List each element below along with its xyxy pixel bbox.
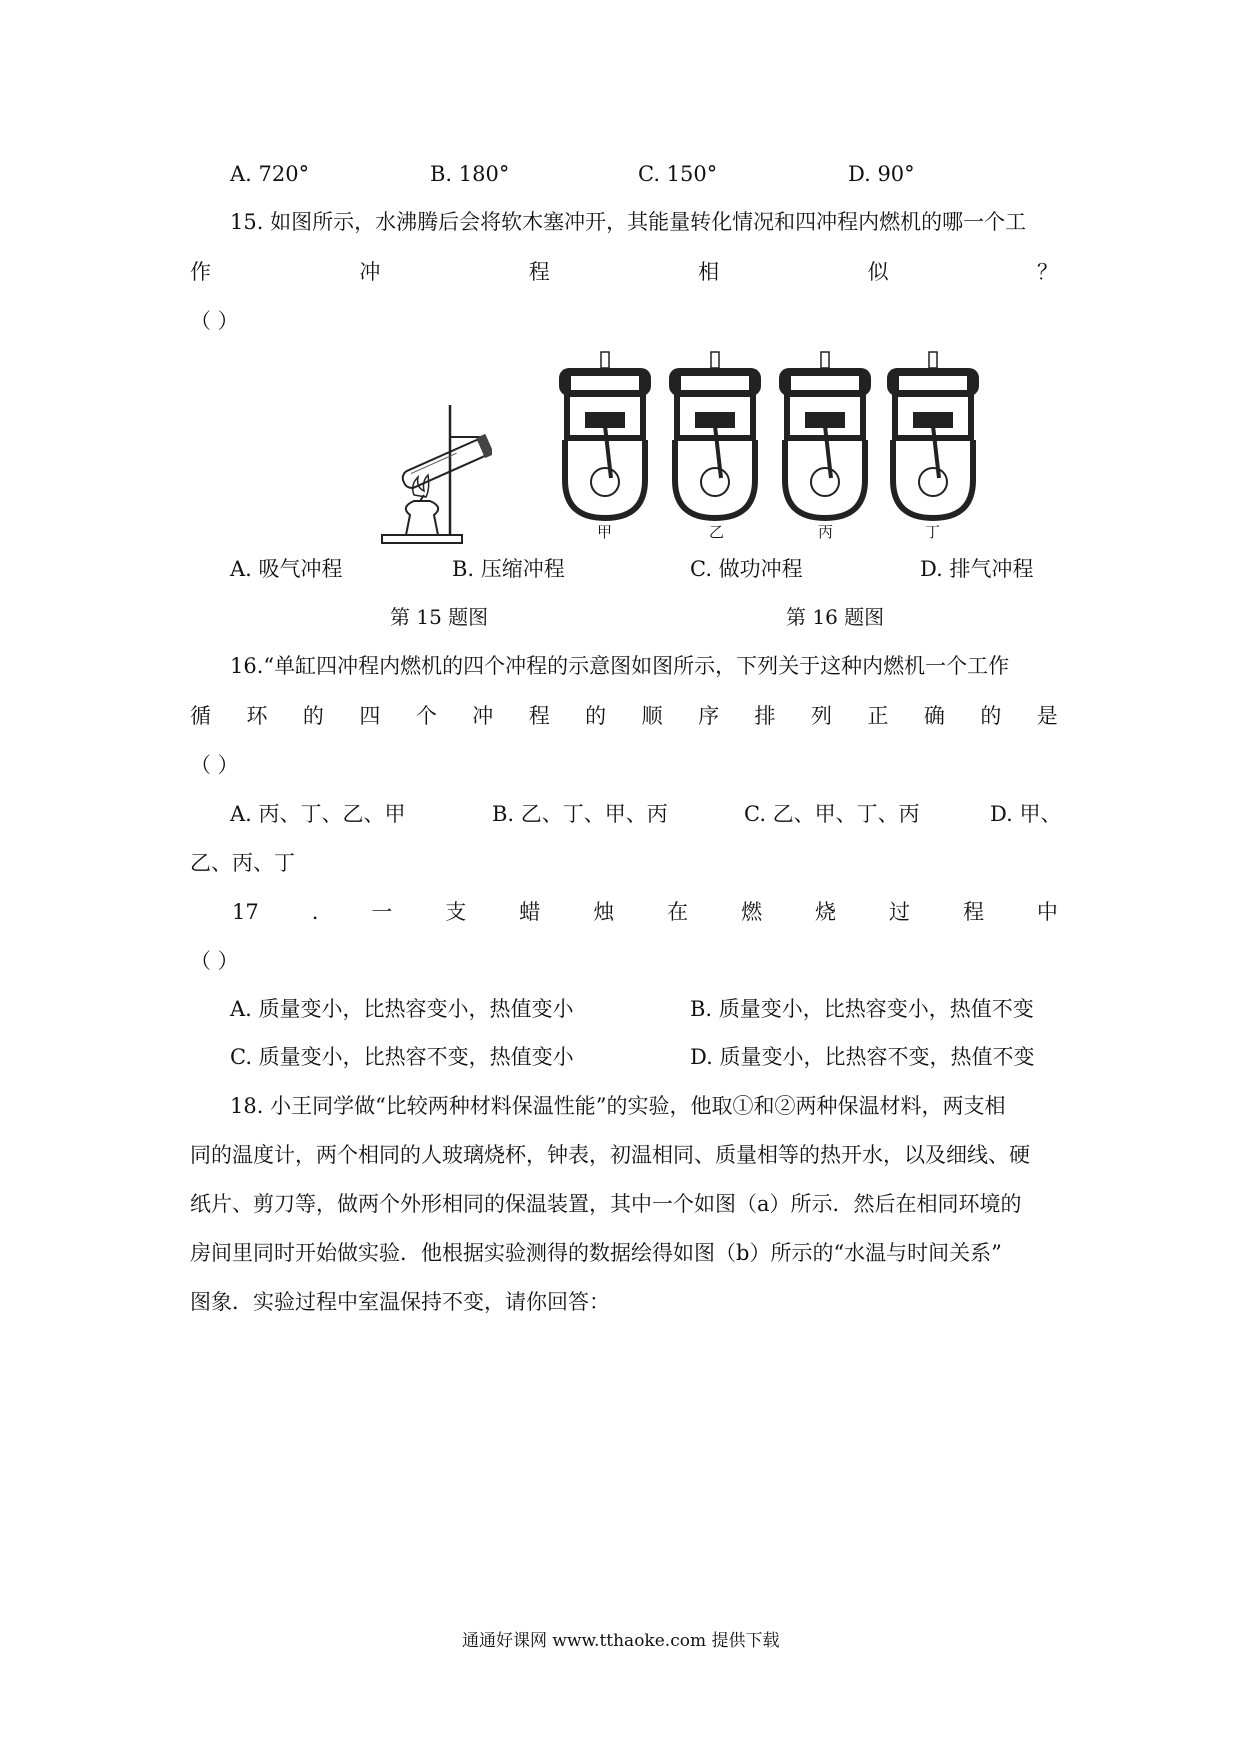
q15-line2 — [190, 258, 1058, 286]
q16-option-b: B. 乙、丁、甲、丙 — [492, 802, 668, 826]
page-footer: 通通好课网 www.tthaoke.com 提供下载 — [462, 1631, 780, 1651]
q16-line1: 16.“单缸四冲程内燃机的四个冲程的示意图如图所示，下列关于这种内燃机一个工作 — [230, 654, 1010, 678]
q16-char: 环 — [246, 704, 268, 728]
q17-answer-paren: （ ） — [190, 949, 239, 973]
q16-char: 个 — [415, 704, 437, 728]
engine-strokes-figure — [555, 350, 985, 540]
q17-char: . — [311, 900, 319, 924]
q16-char: 列 — [810, 704, 832, 728]
q16-option-d: D. 甲、 — [990, 802, 1062, 826]
q18-line2: 同的温度计，两个相同的人玻璃烧杯，钟表，初温相同、质量相等的热开水，以及细线、硬 — [190, 1143, 1030, 1167]
q16-line2 — [190, 702, 1058, 730]
q16-char: 确 — [923, 704, 945, 728]
q17-char: 中 — [1036, 900, 1058, 924]
q17-option-c: C. 质量变小，比热容不变，热值变小 — [230, 1045, 574, 1069]
engine-label-jia: 甲 — [597, 523, 613, 541]
q17-char: 燃 — [741, 900, 763, 924]
q15-option-d: D. 排气冲程 — [920, 557, 1034, 581]
q15-char: 程 — [528, 260, 550, 284]
q15-option-b: B. 压缩冲程 — [452, 557, 565, 581]
q17-char: 烛 — [593, 900, 615, 924]
caption-figure-15: 第 15 题图 — [390, 605, 489, 629]
q16-char: 序 — [698, 704, 720, 728]
q17-char: 一 — [371, 900, 393, 924]
q15-answer-paren: （ ） — [190, 309, 239, 333]
q17-char: 烧 — [815, 900, 837, 924]
q17-char: 17 — [232, 900, 259, 924]
q17-char: 过 — [889, 900, 910, 924]
q16-char: 循 — [190, 704, 211, 728]
q14-option-c: C. 150° — [638, 162, 718, 186]
q14-option-b: B. 180° — [430, 162, 510, 186]
q18-line1: 18. 小王同学做“比较两种材料保温性能”的实验，他取①和②两种保温材料，两支相 — [230, 1094, 1006, 1118]
q14-option-d: D. 90° — [848, 162, 915, 186]
q17-option-a: A. 质量变小，比热容变小，热值变小 — [230, 997, 574, 1021]
q16-char: 的 — [980, 704, 1002, 728]
q16-char: 正 — [867, 704, 889, 728]
q15-char: 似 — [867, 260, 889, 284]
q16-option-d-continued: 乙、丙、丁 — [190, 851, 295, 875]
q17-char: 支 — [445, 900, 467, 924]
q15-option-c: C. 做功冲程 — [690, 557, 803, 581]
q18-line3: 纸片、剪刀等，做两个外形相同的保温装置，其中一个如图（a）所示．然后在相同环境的 — [190, 1192, 1022, 1216]
engine-label-bing: 丙 — [818, 523, 834, 541]
q17-option-d: D. 质量变小，比热容不变，热值不变 — [690, 1045, 1035, 1069]
q16-char: 是 — [1036, 704, 1058, 728]
q16-char: 四 — [359, 704, 381, 728]
q17-char: 在 — [667, 900, 689, 924]
q15-char: 相 — [698, 260, 720, 284]
q17-char: 蜡 — [519, 900, 541, 924]
q14-option-a: A. 720° — [230, 162, 310, 186]
q16-char: 程 — [528, 704, 550, 728]
q15-char: 作 — [190, 260, 211, 284]
q15-option-a: A. 吸气冲程 — [230, 557, 343, 581]
q16-answer-paren: （ ） — [190, 753, 239, 777]
q15-char: 冲 — [359, 260, 381, 284]
q17-option-b: B. 质量变小，比热容变小，热值不变 — [690, 997, 1034, 1021]
q16-char: 的 — [302, 704, 324, 728]
q16-char: 的 — [585, 704, 607, 728]
q16-char: 冲 — [472, 704, 494, 728]
caption-figure-16: 第 16 题图 — [786, 605, 885, 629]
q18-line4: 房间里同时开始做实验．他根据实验测得的数据绘得如图（b）所示的“水温与时间关系” — [190, 1241, 1002, 1265]
q17-line1 — [232, 898, 1058, 926]
flask-stand-figure — [380, 395, 492, 547]
engine-label-yi: 乙 — [709, 523, 725, 541]
q16-char: 顺 — [641, 704, 663, 728]
q16-char: 排 — [754, 704, 776, 728]
q15-line1: 15. 如图所示，水沸腾后会将软木塞冲开，其能量转化情况和四冲程内燃机的哪一个工 — [230, 210, 1027, 234]
engine-label-ding: 丁 — [925, 523, 941, 541]
q17-char: 程 — [962, 900, 984, 924]
q15-char: ？ — [1036, 260, 1058, 284]
q16-option-a: A. 丙、丁、乙、甲 — [230, 802, 406, 826]
q18-line5: 图象．实验过程中室温保持不变，请你回答： — [190, 1290, 610, 1314]
q16-option-c: C. 乙、甲、丁、丙 — [744, 802, 920, 826]
